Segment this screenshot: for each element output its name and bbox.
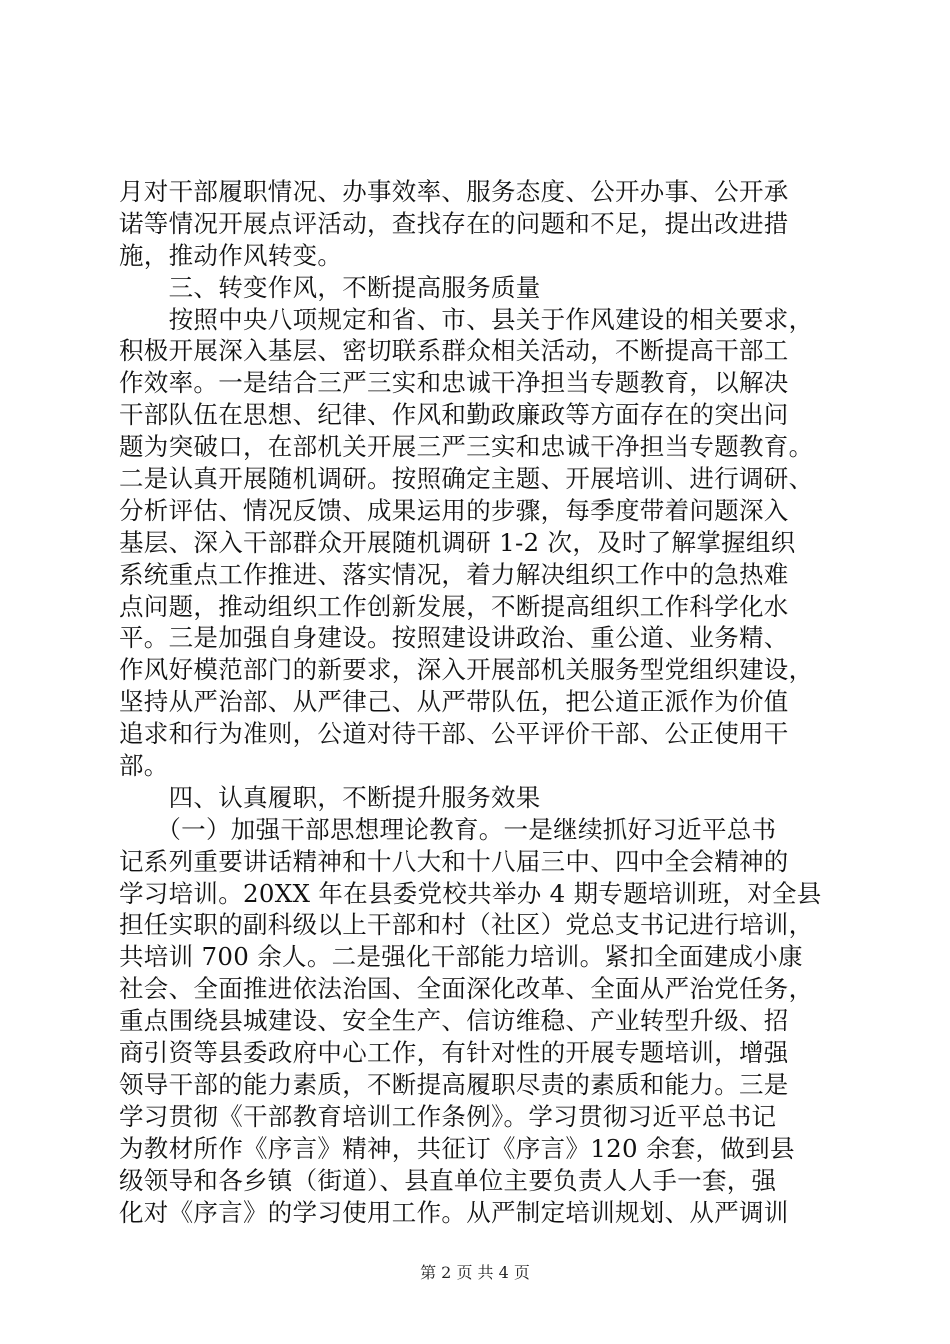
text-line: 部。 — [119, 751, 169, 781]
section-heading: 三、转变作风，不断提高服务质量 — [119, 272, 541, 302]
text-line: 共培训 700 余人。二是强化干部能力培训。紧扣全面建成小康 — [119, 942, 803, 972]
text-line: 月对干部履职情况、办事效率、服务态度、公开办事、公开承 — [119, 177, 789, 206]
text-line: 诺等情况开展点评活动，查找存在的问题和不足，提出改进措 — [119, 208, 789, 238]
text-line: 级领导和各乡镇（街道）、县直单位主要负责人人手一套，强 — [119, 1165, 777, 1195]
text-line: 系统重点工作推进、落实情况，着力解决组织工作中的急热难 — [119, 559, 789, 589]
text-line: 担任实职的副科级以上干部和村（社区）党总支书记进行培训， — [119, 910, 814, 940]
text-line: 坚持从严治部、从严律己、从严带队伍，把公道正派作为价值 — [119, 687, 789, 717]
text-line: 化对《序言》的学习使用工作。从严制定培训规划、从严调训 — [119, 1197, 789, 1227]
text-line: 追求和行为准则，公道对待干部、公平评价干部、公正使用干 — [119, 719, 789, 749]
text-line: （一）加强干部思想理论教育。一是继续抓好习近平总书 — [119, 814, 777, 844]
text-line: 点问题，推动组织工作创新发展，不断提高组织工作科学化水 — [119, 591, 789, 621]
text-line: 二是认真开展随机调研。按照确定主题、开展培训、进行调研、 — [119, 464, 814, 494]
text-line: 干部队伍在思想、纪律、作风和勤政廉政等方面存在的突出问 — [119, 400, 789, 430]
text-line: 按照中央八项规定和省、市、县关于作风建设的相关要求， — [119, 304, 814, 334]
text-line: 学习贯彻《干部教育培训工作条例》。学习贯彻习近平总书记 — [119, 1101, 777, 1131]
text-line: 基层、深入干部群众开展随机调研 1-2 次，及时了解掌握组织 — [119, 527, 796, 557]
document-body — [119, 176, 831, 1228]
text-line: 题为突破口，在部机关开展三严三实和忠诚干净担当专题教育。 — [119, 432, 814, 462]
text-line: 商引资等县委政府中心工作，有针对性的开展专题培训，增强 — [119, 1038, 789, 1068]
text-line: 作效率。一是结合三严三实和忠诚干净担当专题教育，以解决 — [119, 368, 789, 398]
text-line: 领导干部的能力素质，不断提高履职尽责的素质和能力。三是 — [119, 1069, 789, 1099]
text-line: 施，推动作风转变。 — [119, 240, 343, 270]
text-line: 重点围绕县城建设、安全生产、信访维稳、产业转型升级、招 — [119, 1006, 789, 1036]
text-line: 社会、全面推进依法治国、全面深化改革、全面从严治党任务， — [119, 974, 814, 1004]
text-line: 积极开展深入基层、密切联系群众相关活动，不断提高干部工 — [119, 336, 789, 366]
text-line: 学习培训。20XX 年在县委党校共举办 4 期专题培训班，对全县 — [119, 878, 822, 908]
text-line: 作风好模范部门的新要求，深入开展部机关服务型党组织建设， — [119, 655, 814, 685]
section-heading: 四、认真履职，不断提升服务效果 — [119, 782, 541, 812]
text-line: 分析评估、情况反馈、成果运用的步骤，每季度带着问题深入 — [119, 495, 789, 525]
page-number-footer: 第 2 页 共 4 页 — [420, 1263, 530, 1282]
text-line: 为教材所作《序言》精神，共征订《序言》120 余套，做到县 — [119, 1133, 795, 1163]
text-line: 记系列重要讲话精神和十八大和十八届三中、四中全会精神的 — [119, 846, 789, 876]
text-line: 平。三是加强自身建设。按照建设讲政治、重公道、业务精、 — [119, 623, 789, 653]
